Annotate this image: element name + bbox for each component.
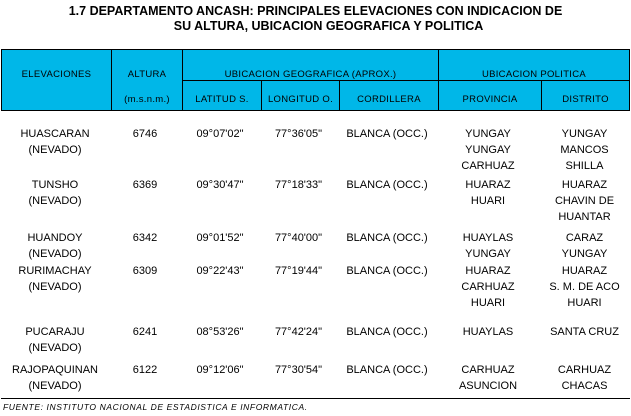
cell-altura: 6746	[132, 128, 158, 140]
table-title	[0, 4, 631, 34]
cell-elevacion-name: RAJOPAQUINAN	[12, 364, 98, 376]
cell-elevacion-type: (NEVADO)	[28, 380, 82, 392]
cell-altura: 6241	[132, 326, 158, 338]
cell-elevacion-type: (NEVADO)	[28, 144, 82, 156]
cell-longitud: 77°18'33"	[274, 179, 323, 191]
header-elevaciones: ELEVACIONES	[21, 69, 92, 80]
cell-provincia: HUAYLAS	[462, 326, 514, 338]
cell-distrito: CHACAS	[561, 380, 608, 392]
cell-distrito: YUNGAY	[561, 248, 608, 260]
footer-source: FUENTE: INSTITUTO NACIONAL DE ESTADISTICA E INFORMATICA.	[3, 402, 308, 412]
cell-latitud: 09°22'43"	[196, 265, 244, 277]
cell-latitud: 08°53'26"	[196, 326, 244, 338]
cell-provincia: HUARAZ	[465, 179, 511, 191]
header-altura-unit: (m.s.n.m.)	[124, 94, 170, 105]
title-line-2: SU ALTURA, UBICACION GEOGRAFICA Y POLITICA	[173, 19, 484, 33]
cell-elevacion-name: HUANDOY	[27, 232, 83, 244]
header-pol-group: UBICACION POLITICA	[481, 69, 587, 80]
cell-cordillera: BLANCA (OCC.)	[346, 128, 428, 140]
cell-provincia: HUARI	[470, 195, 506, 207]
cell-longitud: 77°36'05"	[274, 128, 323, 140]
bottom-rule	[1, 398, 630, 399]
cell-elevacion-type: (NEVADO)	[28, 281, 82, 293]
cell-distrito: HUANTAR	[558, 211, 611, 223]
cell-altura: 6342	[132, 232, 158, 244]
cell-provincia: YUNGAY	[465, 144, 511, 156]
cell-distrito: CHAVIN DE	[554, 195, 615, 207]
cell-distrito: CARHUAZ	[557, 364, 612, 376]
cell-distrito: HUARAZ	[561, 265, 608, 277]
header-longitud: LONGITUD O.	[267, 94, 334, 105]
header-latitud: LATITUD S.	[195, 94, 249, 105]
cell-provincia: HUARI	[470, 297, 506, 309]
cell-latitud: 09°30'47"	[196, 179, 244, 191]
cell-longitud: 77°40'00"	[274, 232, 323, 244]
cell-elevacion-name: RURIMACHAY	[18, 265, 92, 277]
cell-cordillera: BLANCA (OCC.)	[346, 265, 428, 277]
header-geo-group: UBICACION GEOGRAFICA (APROX.)	[224, 69, 397, 80]
cell-latitud: 09°07'02"	[196, 128, 244, 140]
cell-provincia: HUAYLAS	[462, 232, 514, 244]
cell-cordillera: BLANCA (OCC.)	[346, 179, 428, 191]
cell-elevacion-type: (NEVADO)	[28, 195, 82, 207]
header-provincia: PROVINCIA	[462, 94, 518, 105]
cell-distrito: MANCOS	[560, 144, 609, 156]
cell-elevacion-type: (NEVADO)	[28, 248, 82, 260]
header-cordillera: CORDILLERA	[357, 94, 421, 105]
header-altura: ALTURA	[127, 69, 167, 80]
cell-distrito: HUARI	[567, 297, 602, 309]
cell-provincia: CARHUAZ	[461, 364, 515, 376]
cell-provincia: HUARAZ	[465, 265, 511, 277]
cell-distrito: CARAZ	[565, 232, 604, 244]
table-header	[1, 49, 630, 111]
cell-cordillera: BLANCA (OCC.)	[346, 326, 428, 338]
header-distrito: DISTRITO	[562, 94, 609, 105]
cell-provincia: YUNGAY	[465, 128, 511, 140]
cell-altura: 6309	[132, 265, 158, 277]
cell-elevacion-name: TUNSHO	[31, 179, 79, 191]
cell-distrito: SANTA CRUZ	[550, 326, 619, 338]
cell-provincia: YUNGAY	[465, 248, 511, 260]
cell-longitud: 77°42'24"	[274, 326, 323, 338]
cell-distrito: SHILLA	[565, 160, 604, 172]
cell-altura: 6122	[132, 364, 158, 376]
cell-distrito: YUNGAY	[561, 128, 608, 140]
cell-provincia: ASUNCION	[458, 380, 518, 392]
cell-provincia: CARHUAZ	[461, 160, 515, 172]
cell-elevacion-name: PUCARAJU	[25, 326, 85, 338]
cell-cordillera: BLANCA (OCC.)	[346, 364, 428, 376]
cell-latitud: 09°01'52"	[196, 232, 244, 244]
cell-elevacion-name: HUASCARAN	[20, 128, 90, 140]
cell-cordillera: BLANCA (OCC.)	[346, 232, 428, 244]
cell-elevacion-type: (NEVADO)	[28, 342, 82, 354]
cell-distrito: HUARAZ	[561, 179, 608, 191]
cell-altura: 6369	[132, 179, 158, 191]
cell-distrito: S. M. DE ACO	[549, 281, 620, 293]
cell-provincia: CARHUAZ	[461, 281, 515, 293]
cell-longitud: 77°30'54"	[274, 364, 323, 376]
cell-latitud: 09°12'06"	[196, 364, 244, 376]
cell-longitud: 77°19'44"	[274, 265, 323, 277]
title-line-1: 1.7 DEPARTAMENTO ANCASH: PRINCIPALES ELEVACIONES CON INDICACION DE	[68, 4, 563, 18]
